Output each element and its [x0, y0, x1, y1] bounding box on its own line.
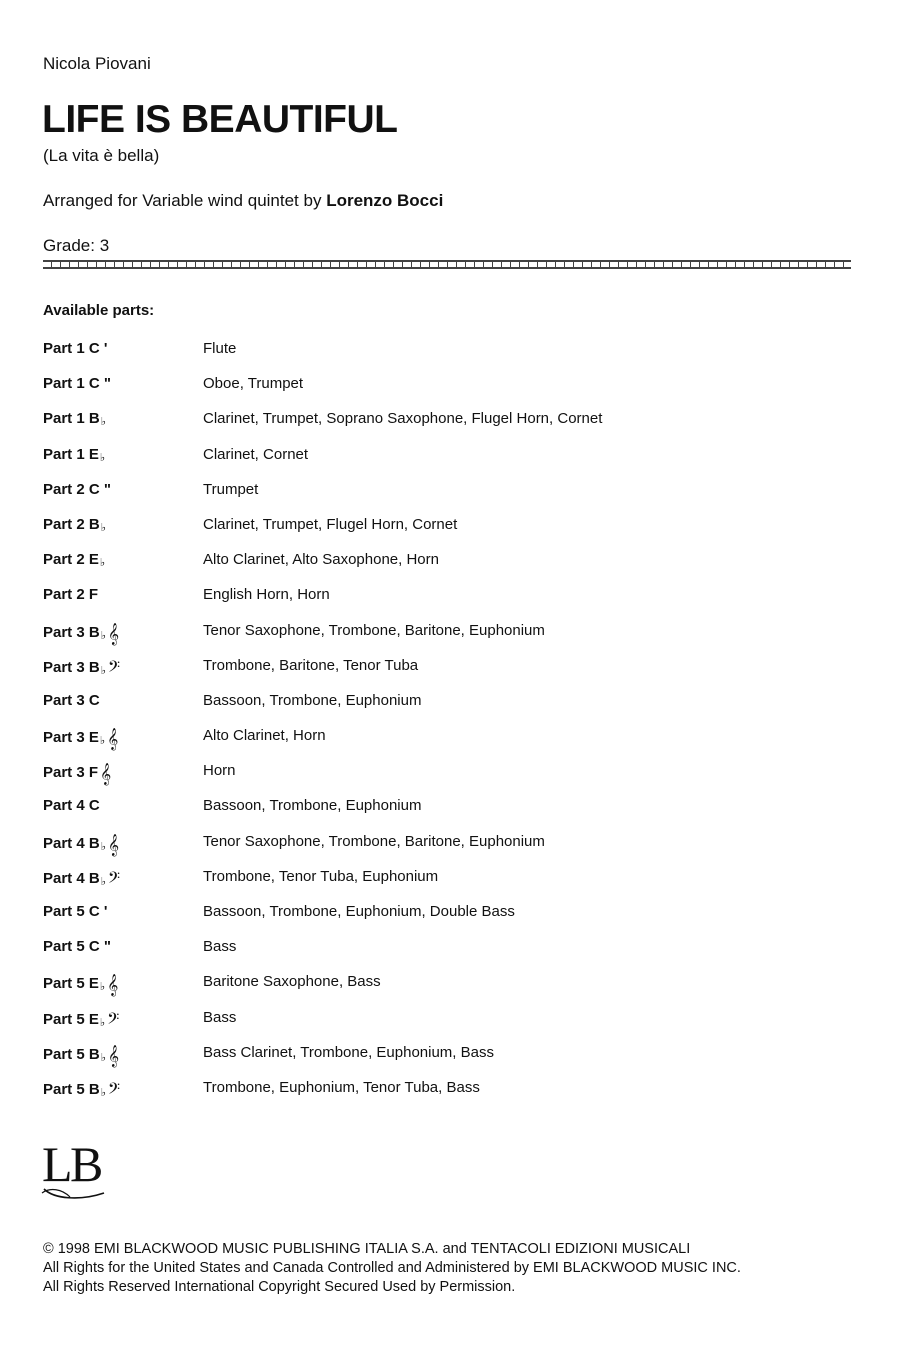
part-instruments: Tenor Saxophone, Trombone, Baritone, Euphonium — [203, 832, 545, 850]
part-instruments: Alto Clarinet, Alto Saxophone, Horn — [203, 551, 439, 569]
part-label — [43, 340, 203, 357]
part-name: Part 5 B — [43, 1080, 100, 1098]
part-name: Part 3 B — [43, 623, 100, 641]
part-instruments: Tenor Saxophone, Trombone, Baritone, Euphonium — [203, 621, 545, 639]
flat-sign: ♭ — [100, 1051, 106, 1064]
part-instruments: Flute — [203, 340, 237, 357]
subtitle: (La vita è bella) — [43, 146, 160, 165]
part-name: Part 2 B — [43, 515, 100, 533]
bass-clef-icon: 𝄢 — [107, 1009, 120, 1032]
flat-sign: ♭ — [100, 840, 106, 853]
part-label — [43, 516, 203, 533]
part-label — [43, 833, 203, 856]
part-instruments: Clarinet, Trumpet, Soprano Saxophone, Flugel Horn, Cornet — [203, 410, 603, 428]
part-name: Part 5 E — [43, 1010, 99, 1028]
part-row — [43, 1079, 863, 1114]
part-row — [43, 727, 863, 762]
part-row — [43, 1009, 863, 1044]
flat-sign: ♭ — [99, 1016, 106, 1029]
treble-clef-icon: 𝄞 — [107, 728, 119, 751]
bass-clef-icon: 𝄢 — [107, 868, 121, 891]
part-instruments: Alto Clarinet, Horn — [203, 727, 326, 745]
part-label — [43, 1044, 203, 1067]
flat-sign: ♭ — [99, 981, 106, 994]
part-row — [43, 586, 863, 621]
part-name: Part 1 C ' — [43, 340, 108, 357]
part-label — [43, 797, 203, 814]
bass-clef-icon: 𝄢 — [107, 1079, 121, 1102]
part-name: Part 2 E — [43, 551, 99, 569]
part-instruments: Bassoon, Trombone, Euphonium — [203, 691, 422, 709]
part-instruments: Bass — [203, 1008, 237, 1026]
part-row — [43, 446, 863, 481]
part-label — [43, 727, 203, 751]
page-title: LIFE IS BEAUTIFUL — [42, 98, 398, 141]
composer: Nicola Piovani — [43, 54, 151, 73]
part-row — [43, 833, 863, 868]
part-name: Part 3 B — [43, 658, 100, 676]
parts-list — [43, 340, 863, 1114]
flat-sign: ♭ — [100, 521, 106, 534]
part-row — [43, 938, 863, 973]
arranged-line — [43, 191, 443, 211]
bass-clef-icon: 𝄢 — [107, 657, 121, 680]
copyright-block — [43, 1240, 741, 1297]
part-row — [43, 762, 863, 797]
part-name: Part 5 C ' — [43, 903, 108, 920]
part-instruments: Trumpet — [203, 480, 259, 498]
part-instruments: Oboe, Trumpet — [203, 375, 304, 393]
treble-clef-icon: 𝄞 — [107, 1044, 120, 1067]
part-label — [43, 692, 203, 709]
part-instruments: Trombone, Euphonium, Tenor Tuba, Bass — [203, 1078, 480, 1096]
part-label — [43, 551, 203, 568]
svg-text:L: L — [42, 1136, 73, 1192]
part-instruments: Bassoon, Trombone, Euphonium, Double Bass — [203, 903, 515, 920]
part-name: Part 1 B — [43, 410, 100, 428]
part-instruments: Baritone Saxophone, Bass — [203, 973, 381, 991]
part-row — [43, 903, 863, 938]
part-label — [43, 938, 203, 955]
part-row — [43, 1044, 863, 1079]
part-instruments: Clarinet, Trumpet, Flugel Horn, Cornet — [203, 515, 458, 533]
part-name: Part 4 C — [43, 797, 100, 815]
part-label — [43, 1079, 203, 1102]
flat-sign: ♭ — [100, 875, 106, 888]
part-row — [43, 797, 863, 832]
available-parts-label: Available parts: — [43, 302, 155, 319]
flat-sign: ♭ — [99, 557, 106, 570]
part-instruments: Bass — [203, 938, 237, 956]
copyright-line: All Rights Reserved International Copyright Secured Used by Permission. — [43, 1279, 516, 1295]
flat-sign: ♭ — [100, 416, 106, 429]
part-label — [43, 375, 203, 392]
part-row — [43, 973, 863, 1008]
part-label — [43, 446, 203, 463]
part-name: Part 5 B — [43, 1045, 100, 1063]
part-label — [43, 973, 203, 997]
grade: Grade: 3 — [43, 236, 110, 255]
flat-sign: ♭ — [99, 451, 106, 464]
part-row — [43, 481, 863, 516]
part-label — [43, 762, 203, 786]
part-row — [43, 551, 863, 586]
part-name: Part 3 C — [43, 691, 100, 709]
treble-clef-icon: 𝄞 — [107, 622, 120, 645]
part-label — [43, 481, 203, 498]
part-row — [43, 692, 863, 727]
part-row — [43, 375, 863, 410]
svg-text:B: B — [70, 1136, 104, 1192]
part-name: Part 2 C " — [43, 480, 111, 498]
arranger-name: Lorenzo Bocci — [326, 191, 444, 210]
part-instruments: Trombone, Baritone, Tenor Tuba — [203, 656, 419, 674]
part-instruments: Horn — [203, 762, 236, 780]
part-row — [43, 516, 863, 551]
flat-sign: ♭ — [100, 1086, 106, 1099]
arranged-prefix: Arranged for Variable wind quintet by — [43, 191, 327, 210]
flat-sign: ♭ — [100, 664, 106, 677]
part-instruments: Trombone, Tenor Tuba, Euphonium — [203, 867, 439, 885]
part-name: Part 1 E — [43, 445, 99, 463]
part-name: Part 3 E — [43, 729, 99, 747]
part-label — [43, 586, 203, 603]
part-name: Part 3 F — [43, 764, 99, 782]
part-row — [43, 340, 863, 375]
part-row — [43, 868, 863, 903]
copyright-line: © 1998 EMI BLACKWOOD MUSIC PUBLISHING ITALIA S.A. and TENTACOLI EDIZIONI MUSICALI — [43, 1241, 691, 1257]
part-name: Part 4 B — [43, 834, 100, 852]
flat-sign: ♭ — [100, 629, 106, 642]
part-label — [43, 657, 203, 680]
part-instruments: English Horn, Horn — [203, 586, 330, 604]
part-label — [43, 410, 203, 427]
part-name: Part 1 C " — [43, 375, 111, 393]
part-label — [43, 622, 203, 645]
treble-clef-icon: 𝄞 — [107, 833, 120, 856]
copyright-line: All Rights for the United States and Canada Controlled and Administered by EMI BLACKWOOD MUSIC INC. — [43, 1260, 741, 1276]
part-name: Part 2 F — [43, 586, 99, 604]
part-name: Part 5 E — [43, 975, 99, 993]
part-row — [43, 410, 863, 445]
part-instruments: Bassoon, Trombone, Euphonium — [203, 797, 422, 815]
publisher-logo — [40, 1135, 112, 1207]
flat-sign: ♭ — [99, 735, 106, 748]
part-name: Part 5 C " — [43, 938, 111, 956]
part-instruments: Clarinet, Cornet — [203, 445, 309, 463]
part-row — [43, 657, 863, 692]
treble-clef-icon: 𝄞 — [100, 763, 112, 786]
part-label — [43, 868, 203, 891]
divider-rule — [43, 260, 851, 269]
part-row — [43, 622, 863, 657]
part-label — [43, 903, 203, 920]
part-name: Part 4 B — [43, 869, 100, 887]
part-instruments: Bass Clarinet, Trombone, Euphonium, Bass — [203, 1043, 494, 1061]
treble-clef-icon: 𝄞 — [107, 974, 119, 997]
part-label — [43, 1009, 203, 1032]
